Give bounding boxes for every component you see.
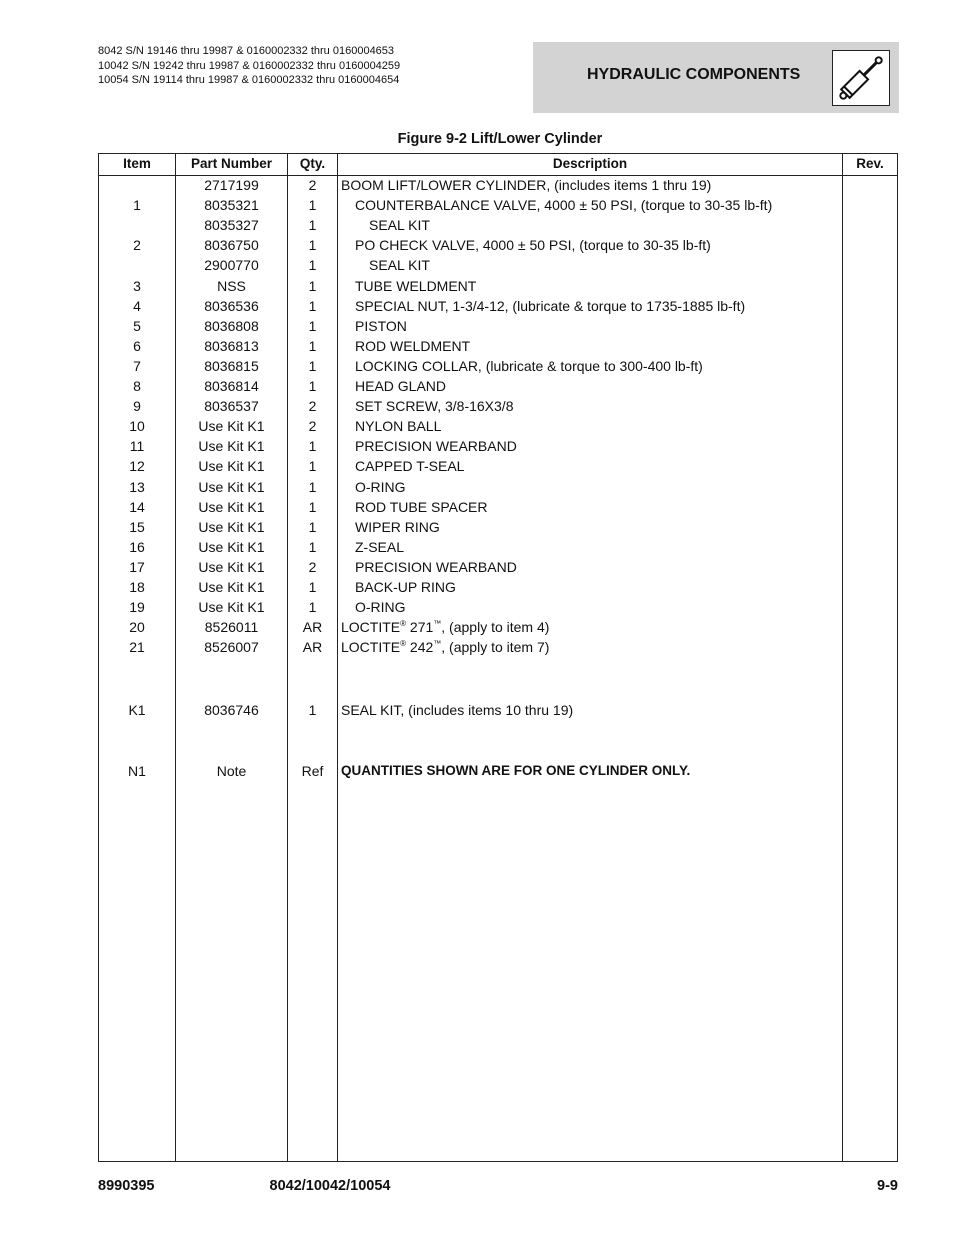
table-row — [99, 639, 897, 659]
quantity: 1 — [308, 599, 317, 616]
quantity: 1 — [308, 237, 317, 254]
part-number: 8035321 — [204, 197, 259, 214]
quantity: 2 — [308, 398, 317, 415]
part-number: Use Kit K1 — [198, 558, 265, 575]
parts-table — [98, 153, 898, 1162]
item-number: 11 — [129, 438, 145, 455]
footer-page-number: 9-9 — [877, 1178, 898, 1194]
table-row — [99, 702, 897, 722]
description: O-RING — [355, 478, 406, 495]
description: O-RING — [355, 599, 406, 616]
serial-line: 10054 S/N 19114 thru 19987 & 0160002332 thru 0160004654 — [98, 74, 400, 86]
part-number: Use Kit K1 — [198, 418, 265, 435]
description: SET SCREW, 3/8-16X3/8 — [355, 398, 514, 415]
quantity: 2 — [308, 177, 317, 193]
item-number: 14 — [129, 498, 145, 515]
quantity: 2 — [308, 418, 317, 435]
part-number: 8036750 — [204, 237, 259, 254]
table-row — [99, 197, 897, 217]
quantity: AR — [302, 619, 323, 636]
item-number: 10 — [129, 418, 145, 435]
header-description: Description — [552, 156, 628, 171]
item-number: 8 — [133, 378, 141, 394]
header-qty: Qty. — [299, 156, 326, 171]
trademark-symbol: ® — [400, 619, 407, 629]
table-row — [99, 177, 897, 197]
table-row — [99, 398, 897, 418]
description-text: LOCTITE — [341, 639, 401, 656]
description: BOOM LIFT/LOWER CYLINDER, (includes items 1 thru 19) — [341, 177, 712, 193]
description-text: LOCTITE — [341, 619, 401, 636]
part-number: Use Kit K1 — [198, 458, 265, 475]
quantity: 1 — [308, 378, 317, 394]
table-row — [99, 539, 897, 559]
table-row — [99, 763, 897, 783]
quantity: 1 — [308, 438, 317, 455]
table-row — [99, 599, 897, 619]
part-number: NSS — [217, 277, 246, 294]
item-number: 6 — [133, 337, 141, 354]
item-number: K1 — [128, 702, 146, 718]
item-number: 17 — [129, 558, 145, 575]
header-divider — [99, 175, 897, 176]
quantity: 1 — [308, 538, 317, 555]
quantity: 1 — [308, 217, 317, 234]
part-number: 8036808 — [204, 317, 259, 334]
part-number: 8036813 — [204, 337, 259, 354]
description: NYLON BALL — [355, 418, 442, 435]
quantity: 1 — [308, 458, 317, 475]
quantity: 1 — [308, 277, 317, 294]
part-number: 8036537 — [204, 398, 259, 415]
figure-title: Figure 9-2 Lift/Lower Cylinder — [397, 131, 603, 147]
quantity: Ref — [301, 763, 324, 779]
footer-models: 8042/10042/10054 — [269, 1178, 391, 1194]
section-title: HYDRAULIC COMPONENTS — [587, 66, 801, 83]
table-row — [99, 499, 897, 519]
item-number: 12 — [129, 458, 145, 475]
description: PRECISION WEARBAND — [355, 438, 517, 455]
item-number: 1 — [133, 197, 141, 214]
part-number: 8036814 — [204, 378, 259, 394]
description: Z-SEAL — [355, 538, 405, 555]
quantity: 1 — [308, 518, 317, 535]
part-number: 8036746 — [204, 702, 259, 718]
item-number: 18 — [129, 579, 145, 595]
table-row — [99, 619, 897, 639]
description — [341, 639, 549, 655]
description: SEAL KIT — [369, 257, 430, 274]
quantity: 1 — [308, 702, 317, 718]
table-row — [99, 237, 897, 257]
part-number: 8036536 — [204, 297, 259, 314]
quantity: 1 — [308, 357, 317, 374]
quantity: 1 — [308, 257, 317, 274]
item-number: 19 — [129, 599, 145, 616]
description: ROD TUBE SPACER — [355, 498, 488, 515]
description: TUBE WELDMENT — [355, 277, 477, 294]
part-number: Use Kit K1 — [198, 518, 265, 535]
item-number: 3 — [133, 277, 141, 294]
table-row — [99, 257, 897, 277]
part-number: 8526011 — [204, 619, 259, 636]
description-text: , (apply to item 4) — [441, 619, 550, 636]
item-number: 4 — [133, 297, 141, 314]
description: COUNTERBALANCE VALVE, 4000 ± 50 PSI, (torque to 30-35 lb-ft) — [355, 197, 773, 214]
table-row — [99, 438, 897, 458]
quantity: 1 — [308, 337, 317, 354]
quantity: 1 — [308, 498, 317, 515]
part-number: Use Kit K1 — [198, 538, 265, 555]
quantity: 1 — [308, 579, 317, 595]
part-number: Use Kit K1 — [198, 599, 265, 616]
quantity: 1 — [308, 197, 317, 214]
quantity: 1 — [308, 317, 317, 334]
item-number: 7 — [133, 357, 141, 374]
table-row — [99, 418, 897, 438]
part-number: Use Kit K1 — [198, 478, 265, 495]
table-row — [99, 278, 897, 298]
description-text: , (apply to item 7) — [441, 639, 550, 656]
quantity: AR — [302, 639, 323, 656]
description: PO CHECK VALVE, 4000 ± 50 PSI, (torque to 30-35 lb-ft) — [355, 237, 711, 254]
part-number: Use Kit K1 — [198, 438, 265, 455]
quantity: 2 — [308, 558, 317, 575]
hydraulic-cylinder-icon — [832, 50, 890, 106]
table-row — [99, 318, 897, 338]
trademark-symbol: ™ — [433, 639, 442, 649]
item-number: 13 — [129, 478, 145, 495]
description: SPECIAL NUT, 1-3/4-12, (lubricate & torque to 1735-1885 lb-ft) — [355, 297, 746, 314]
description-text: 242 — [406, 639, 434, 656]
table-row — [99, 378, 897, 398]
table-row — [99, 298, 897, 318]
table-row — [99, 579, 897, 599]
part-number: Note — [216, 763, 247, 779]
item-number: 2 — [133, 237, 141, 254]
footer-doc-number: 8990395 — [98, 1178, 155, 1194]
description — [341, 619, 549, 635]
trademark-symbol: ® — [400, 639, 407, 649]
table-row — [99, 338, 897, 358]
description: ROD WELDMENT — [355, 337, 471, 354]
description: LOCKING COLLAR, (lubricate & torque to 300-400 lb-ft) — [355, 357, 703, 374]
table-row — [99, 358, 897, 378]
part-number: Use Kit K1 — [198, 579, 265, 595]
header-part-number: Part Number — [190, 156, 273, 171]
table-row — [99, 519, 897, 539]
part-number: 8036815 — [204, 357, 259, 374]
section-banner — [533, 42, 899, 113]
part-number: 8035327 — [204, 217, 259, 234]
serial-line: 10042 S/N 19242 thru 19987 & 0160002332 thru 0160004259 — [98, 59, 401, 72]
description: SEAL KIT, (includes items 10 thru 19) — [341, 702, 574, 718]
description: BACK-UP RING — [355, 579, 456, 595]
description: CAPPED T-SEAL — [355, 458, 465, 475]
description: HEAD GLAND — [355, 378, 447, 394]
description: SEAL KIT — [369, 217, 430, 234]
table-row — [99, 217, 897, 237]
part-number: 8526007 — [204, 639, 259, 656]
table-row — [99, 479, 897, 499]
trademark-symbol: ™ — [433, 619, 442, 629]
description: PRECISION WEARBAND — [355, 558, 517, 575]
serial-line: 8042 S/N 19146 thru 19987 & 0160002332 thru 0160004653 — [98, 45, 395, 57]
header-item: Item — [123, 156, 151, 171]
item-number: 15 — [129, 518, 145, 535]
description: QUANTITIES SHOWN ARE FOR ONE CYLINDER ONLY. — [341, 763, 691, 778]
item-number: 5 — [133, 317, 141, 334]
part-number: Use Kit K1 — [198, 498, 265, 515]
item-number: 16 — [129, 538, 145, 555]
table-row — [99, 458, 897, 478]
item-number: 9 — [133, 398, 141, 415]
part-number: 2717199 — [204, 177, 259, 193]
quantity: 1 — [308, 297, 317, 314]
part-number: 2900770 — [204, 257, 259, 274]
header-rev: Rev. — [856, 156, 884, 171]
description-text: 271 — [406, 619, 434, 636]
serial-number-block — [98, 44, 400, 88]
item-number: N1 — [128, 763, 146, 779]
table-row — [99, 559, 897, 579]
item-number: 20 — [129, 619, 145, 636]
item-number: 21 — [129, 639, 145, 656]
description: WIPER RING — [355, 518, 440, 535]
description: PISTON — [355, 317, 407, 334]
quantity: 1 — [308, 478, 317, 495]
